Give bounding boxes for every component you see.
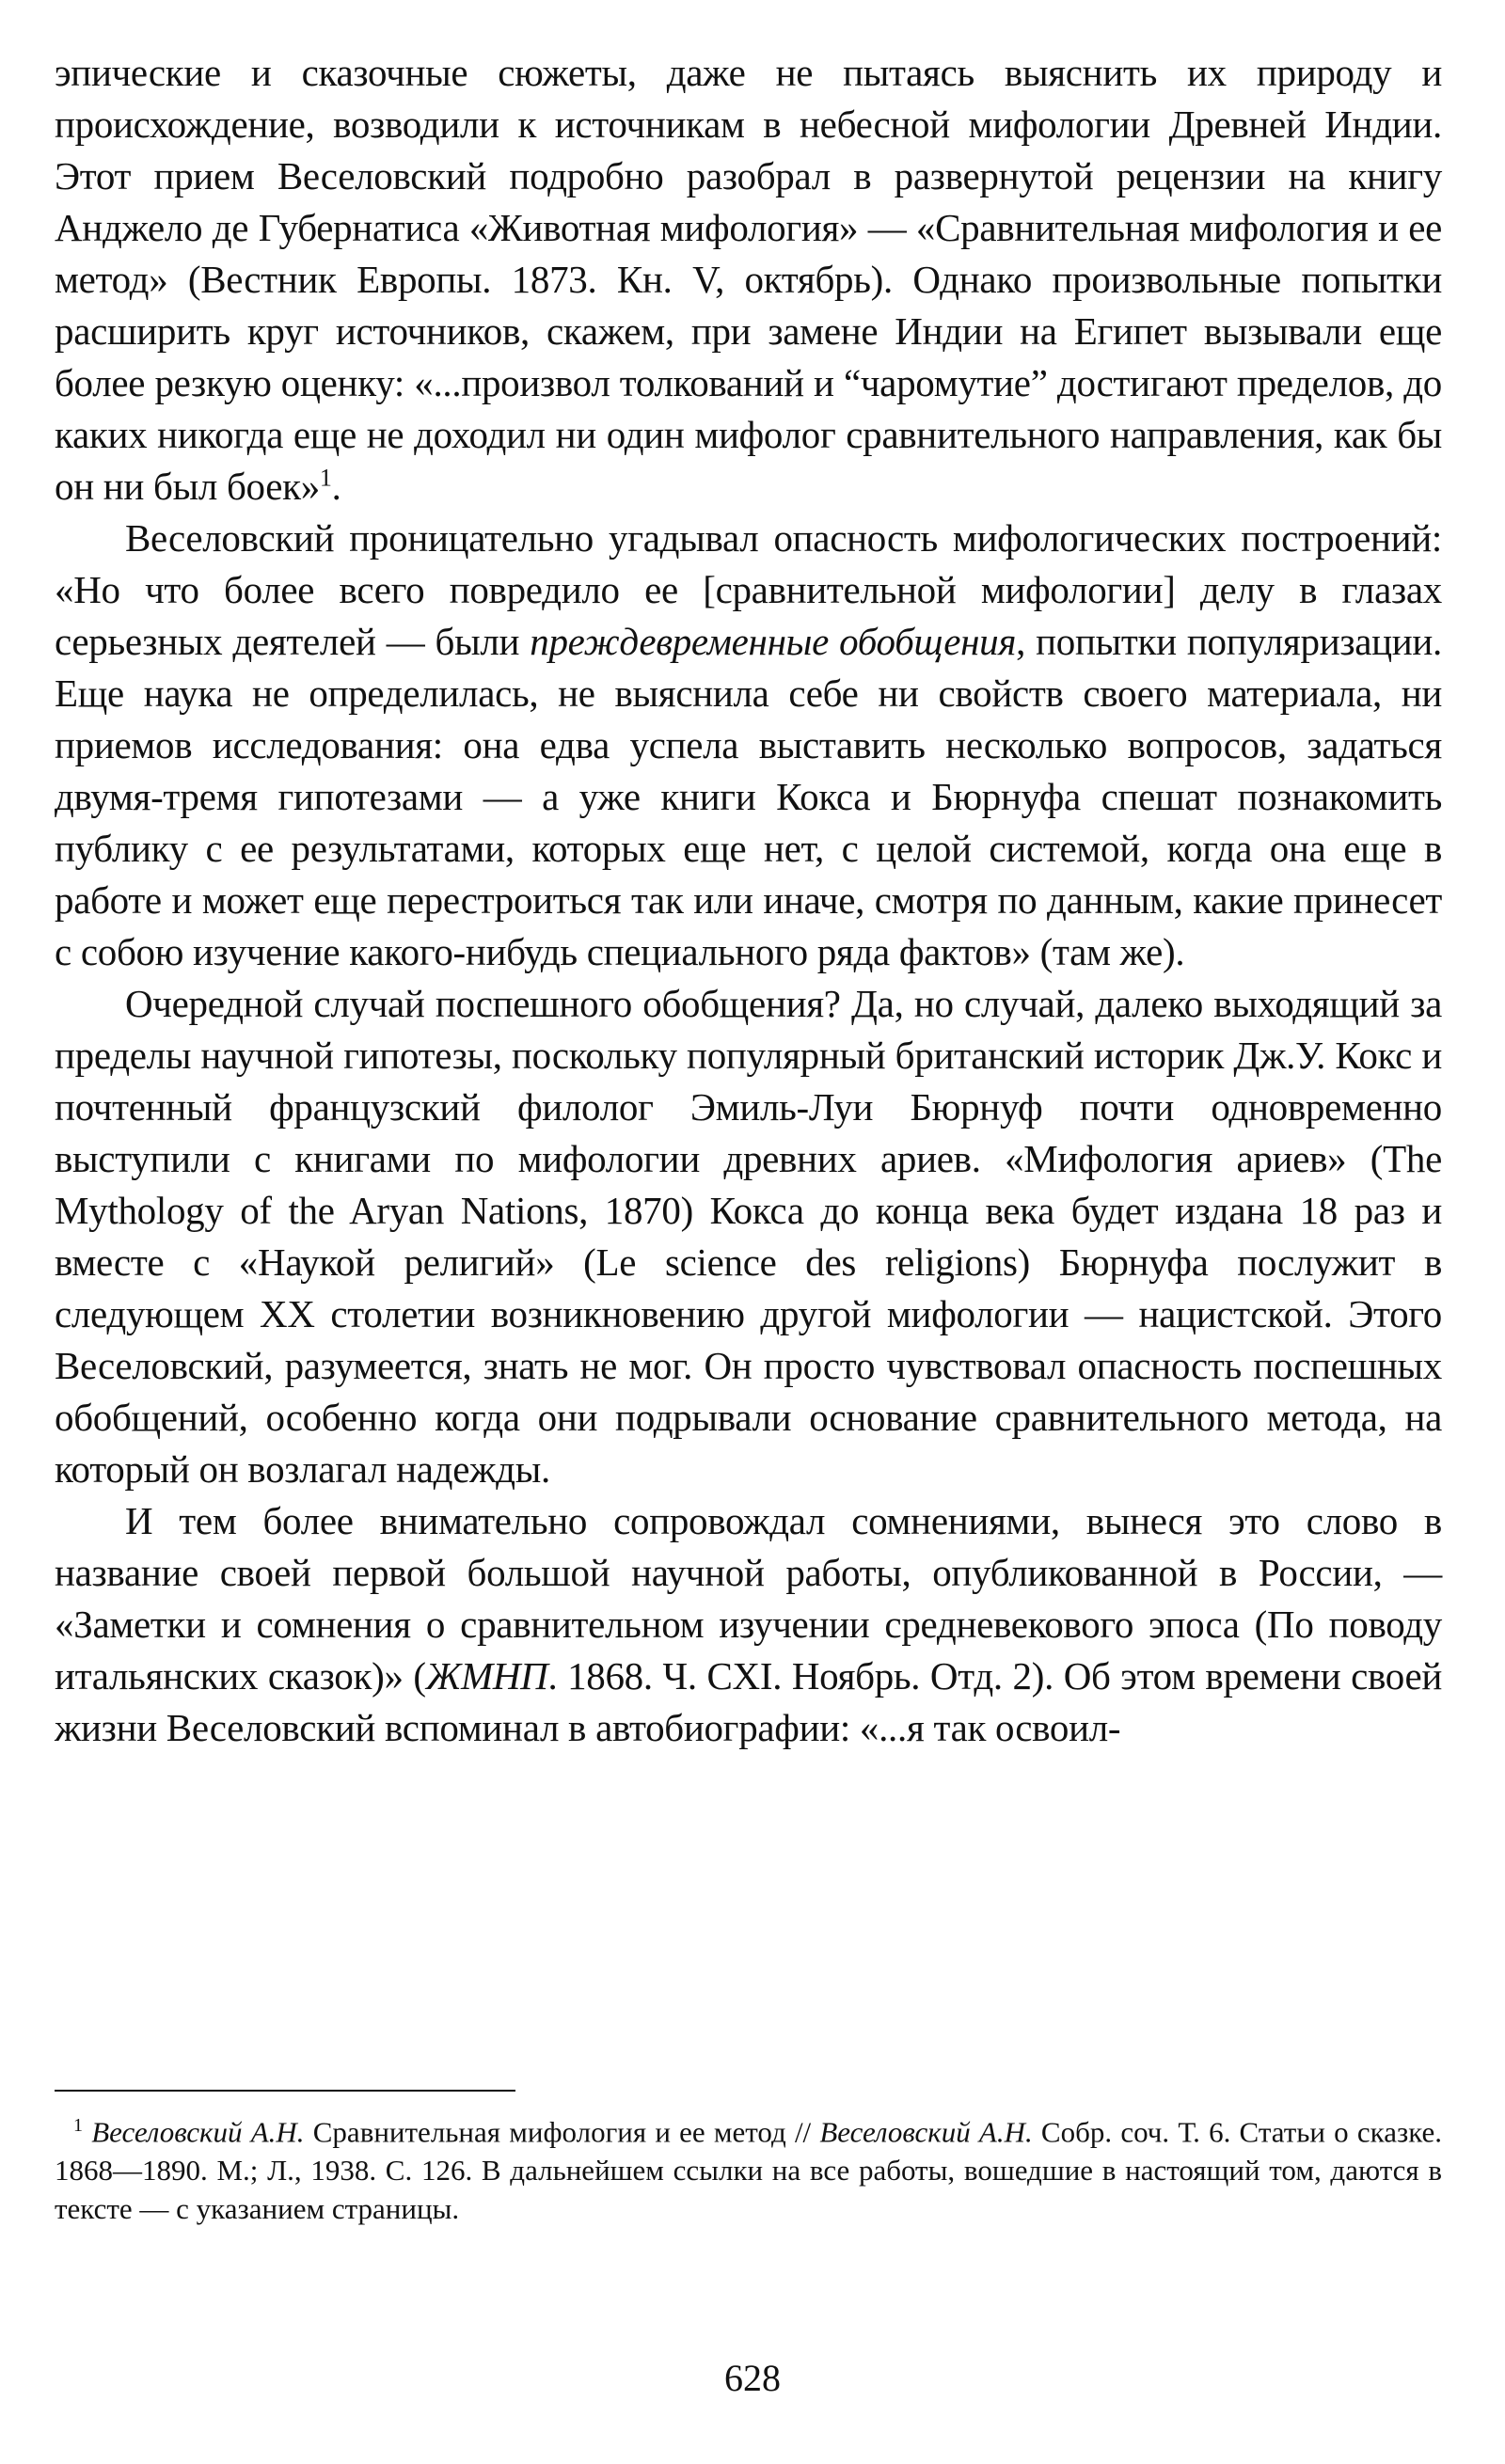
- footnote-author: Веселовский А.Н.: [91, 2115, 305, 2149]
- footnote-reference: 1: [319, 464, 332, 492]
- footnote-text: Сравнительная мифология и ее метод //: [304, 2115, 820, 2149]
- emphasized-text: ЖМНП: [425, 1654, 548, 1698]
- paragraph: [55, 978, 1442, 1495]
- footnote-divider: [55, 2090, 515, 2092]
- paragraph-text: эпические и сказочные сюжеты, даже не пытаясь выяснить их природу и происхождение, возводили к источникам в небесной мифологии Древней Индии. Этот прием Веселовский подробно разобрал в развернутой рецензии на книгу Анджело де Губернатиса «Животная мифология» — «Сравнительная мифология и ее метод» (Вестник Европы. 1873. Кн. V, октябрь). Однако произвольные попытки расширить круг источников, скажем, при замене Индии на Египет вызывали еще более резкую оценку: «...произвол толкований и “чаромутие” достигают пределов, до каких никогда еще не доходил ни один мифолог сравнительного направления, как бы он ни был боек»: [55, 51, 1442, 508]
- footnote-marker: 1: [73, 2115, 83, 2136]
- paragraph-text: Веселовский проницательно угадывал опасность мифологических построений: «Но что более всего повредило ее [сравнительной мифологии] делу в глазах серьезных деятелей — были: [55, 516, 1442, 663]
- paragraph: [55, 1495, 1442, 1754]
- paragraph-text: .: [331, 465, 341, 508]
- footnote-text: Собр. соч. Т. 6. Статьи о сказке. 1868—1890. М.; Л., 1938. С. 126. В дальнейшем ссылки на все работы, вошедшие в настоящий том, даются в тексте — с указанием страницы.: [55, 2115, 1443, 2226]
- paragraph: [55, 47, 1442, 513]
- footnote: [55, 2107, 1442, 2228]
- paragraph: [55, 513, 1442, 978]
- paragraph-text: . 1868. Ч. CXI. Ноябрь. Отд. 2). Об этом времени своей жизни Веселовский вспоминал в автобиографии: «...я так освоил-: [55, 1654, 1442, 1749]
- paragraph-text: И тем более внимательно сопровождал сомнениями, вынеся это слово в название своей первой большой научной работы, опубликованной в России, — «Заметки и сомнения о сравнительном изучении средневекового эпоса (По поводу итальянских сказок)» (: [55, 1499, 1442, 1698]
- footnote-author: Веселовский А.Н.: [819, 2115, 1033, 2149]
- main-text: [55, 47, 1442, 1754]
- emphasized-text: преждевременные обобщения: [530, 620, 1017, 663]
- page-number: 628: [724, 2357, 781, 2399]
- paragraph-text: , попытки популяризации. Еще наука не определилась, не выяснила себе ни свойств своего материала, ни приемов исследования: она едва успела выставить несколько вопросов, задаться двумя-тремя гипотезами — а уже книги Кокса и Бюрнуфа спешат познакомить публику с ее результатами, которых еще нет, с целой системой, когда она еще в работе и может еще перестроиться так или иначе, смотря по данным, какие принесет с собою изучение какого-нибудь специального ряда фактов» (там же).: [55, 620, 1442, 973]
- paragraph-text: Очередной случай поспешного обобщения? Да, но случай, далеко выходящий за пределы научной гипотезы, поскольку популярный британский историк Дж.У. Кокс и почтенный французский филолог Эмиль-Луи Бюрнуф почти одновременно выступили с книгами по мифологии древних ариев. «Мифология ариев» (The Mythology of the Aryan Nations, 1870) Кокса до конца века будет издана 18 раз и вместе с «Наукой религий» (Le science des religions) Бюрнуфа послужит в следующем XX столетии возникновению другой мифологии — нацистской. Этого Веселовский, разумеется, знать не мог. Он просто чувствовал опасность поспешных обобщений, особенно когда они подрывали основание сравнительного метода, на который он возлагал надежды.: [55, 982, 1442, 1491]
